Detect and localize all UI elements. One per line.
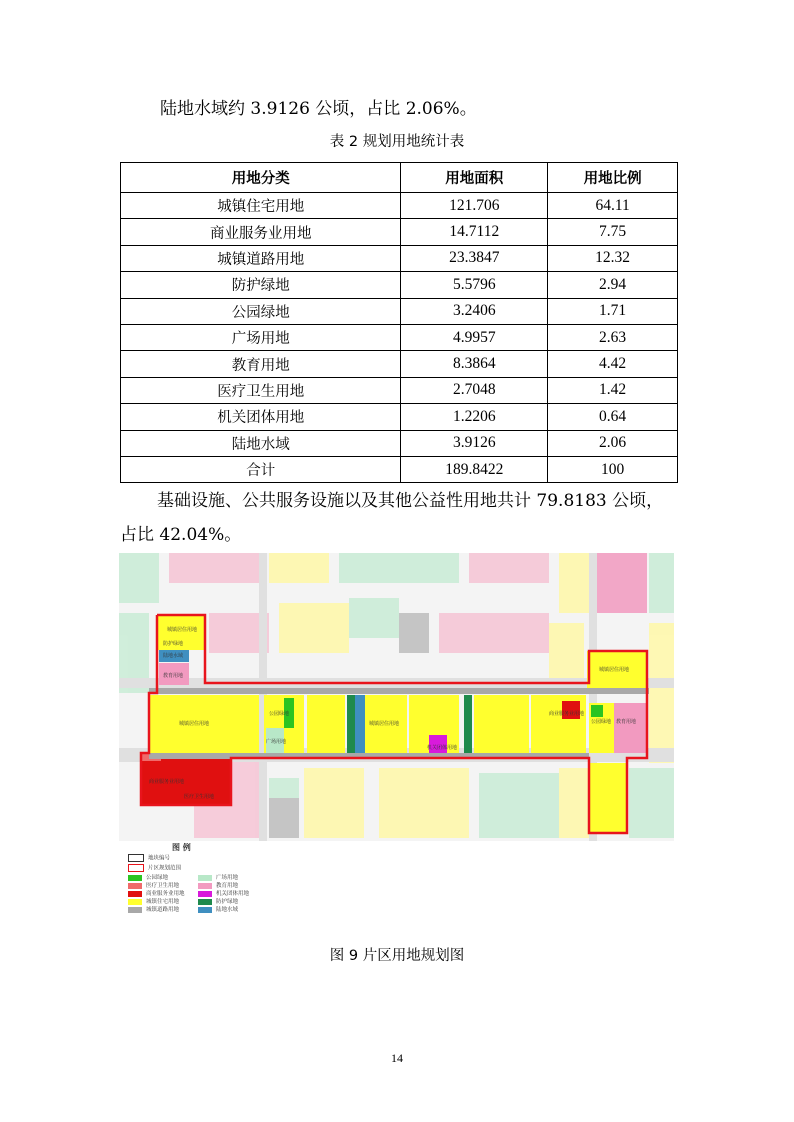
page-number: 14 (391, 1051, 403, 1065)
table-row (121, 377, 678, 403)
cell-ratio: 2.06 (548, 430, 678, 456)
cell-area: 3.9126 (401, 430, 548, 456)
legend-label: 防护绿地 (216, 899, 239, 905)
cell-category: 城镇道路用地 (121, 245, 401, 271)
table-header-row (121, 163, 678, 193)
legend-swatch (198, 891, 212, 897)
parcel-buffer-2 (464, 695, 472, 753)
legend-item (198, 882, 238, 890)
legend-label: 片区规划范围 (148, 865, 182, 872)
legend-label: 城镇住宅用地 (146, 899, 180, 905)
cell-category: 商业服务业用地 (121, 219, 401, 245)
legend-swatch (128, 891, 142, 897)
cell-area: 4.9957 (401, 324, 548, 350)
cell-ratio: 12.32 (548, 245, 678, 271)
legend-item (198, 874, 238, 882)
plot-label: 广场用地 (266, 739, 287, 745)
land-use-table (120, 162, 678, 483)
cell-area: 1.2206 (401, 404, 548, 430)
cell-category: 陆地水域 (121, 430, 401, 456)
cell-area: 14.7112 (401, 219, 548, 245)
plot-label: 城镇居住用地 (369, 721, 400, 727)
plot-label: 城镇居住用地 (167, 627, 198, 633)
plot-label: 城镇居住用地 (599, 667, 630, 673)
legend-label: 机关团体用地 (216, 891, 250, 897)
road-main (149, 688, 649, 694)
legend-swatch (128, 854, 144, 862)
cell-category: 教育用地 (121, 351, 401, 377)
cell-category: 城镇住宅用地 (121, 193, 401, 219)
table-row (121, 324, 678, 350)
legend-swatch (198, 875, 212, 881)
cell-category: 合计 (121, 456, 401, 482)
plot-label: 城镇居住用地 (179, 721, 210, 727)
plot-label: 陆地水域 (163, 653, 184, 659)
plot-label: 商业服务业用地 (149, 779, 185, 785)
parcel-residential-south-east (589, 763, 627, 833)
cell-category: 公园绿地 (121, 298, 401, 324)
parcel-park-2 (591, 705, 603, 717)
plot-label: 公园绿地 (591, 719, 612, 725)
legend-item (198, 898, 238, 906)
plot-label: 商业服务业用地 (549, 711, 585, 717)
parcel-education-1 (614, 703, 646, 753)
legend-swatch (128, 864, 144, 872)
legend-label: 城镇道路用地 (146, 907, 180, 913)
legend-swatch (128, 899, 142, 905)
cell-ratio: 7.75 (548, 219, 678, 245)
legend-label: 商业服务业用地 (146, 891, 185, 897)
cell-ratio: 2.63 (548, 324, 678, 350)
cell-area: 5.5796 (401, 272, 548, 298)
legend-item (128, 854, 170, 862)
legend-swatch (128, 875, 142, 881)
legend-label: 广场用地 (216, 875, 239, 881)
legend-label: 医疗卫生用地 (146, 883, 180, 889)
cell-ratio: 2.94 (548, 272, 678, 298)
parcel-water-1 (355, 695, 365, 753)
legend-swatch (198, 883, 212, 889)
legend-swatch (128, 883, 142, 889)
legend-label: 教育用地 (216, 883, 239, 889)
plot-label: 机关团体用地 (427, 745, 458, 751)
table-row (121, 245, 678, 271)
cell-area: 8.3864 (401, 351, 548, 377)
cell-ratio: 100 (548, 456, 678, 482)
legend-label: 公园绿地 (146, 875, 169, 881)
legend-label: 陆地水域 (216, 907, 239, 913)
legend-swatch (198, 907, 212, 913)
table-row (121, 193, 678, 219)
header-category: 用地分类 (121, 163, 401, 193)
cell-ratio: 4.42 (548, 351, 678, 377)
cell-ratio: 0.64 (548, 404, 678, 430)
cell-ratio: 1.42 (548, 377, 678, 403)
cell-category: 医疗卫生用地 (121, 377, 401, 403)
plot-label: 医疗卫生用地 (184, 794, 215, 800)
parcel-residential-6 (474, 695, 529, 753)
table-caption: 表 2 规划用地统计表 (329, 134, 465, 150)
table-row (121, 298, 678, 324)
legend-swatch (128, 907, 142, 913)
parcel-buffer-1 (347, 695, 355, 753)
header-area: 用地面积 (401, 163, 548, 193)
cell-area: 189.8422 (401, 456, 548, 482)
header-ratio: 用地比例 (548, 163, 678, 193)
map-legend (128, 842, 388, 926)
table-row (121, 456, 678, 482)
legend-label: 地块编号 (148, 855, 171, 862)
legend-item (198, 890, 249, 898)
cell-area: 3.2406 (401, 298, 548, 324)
table-row (121, 430, 678, 456)
cell-area: 2.7048 (401, 377, 548, 403)
cell-category: 机关团体用地 (121, 404, 401, 430)
legend-item (128, 898, 179, 906)
legend-item (128, 874, 168, 882)
intro-line: 陆地水域约 3.9126 公顷，占比 2.06%。 (160, 99, 477, 119)
cell-ratio: 1.71 (548, 298, 678, 324)
legend-title: 图 例 (172, 843, 191, 852)
cell-area: 121.706 (401, 193, 548, 219)
figure-caption: 图 9 片区用地规划图 (329, 948, 465, 964)
cell-area: 23.3847 (401, 245, 548, 271)
cell-ratio: 64.11 (548, 193, 678, 219)
legend-item (128, 882, 179, 890)
cell-category: 防护绿地 (121, 272, 401, 298)
legend-item (128, 906, 179, 914)
parcel-residential-3 (307, 695, 345, 753)
plot-label: 防护绿地 (163, 641, 184, 647)
table-row (121, 404, 678, 430)
plot-label: 公园绿地 (269, 711, 290, 717)
table-row (121, 219, 678, 245)
plot-label: 教育用地 (163, 673, 184, 679)
body-paragraph: 基础设施、公共服务设施以及其他公益性用地共计 79.8183 公顷，占比 42.04%。 (120, 491, 664, 545)
land-use-map (119, 553, 674, 841)
legend-item (198, 906, 238, 914)
cell-category: 广场用地 (121, 324, 401, 350)
table-row (121, 272, 678, 298)
plot-label: 教育用地 (616, 719, 637, 725)
legend-item (128, 864, 181, 872)
legend-item (128, 890, 185, 898)
table-row (121, 351, 678, 377)
legend-swatch (198, 899, 212, 905)
